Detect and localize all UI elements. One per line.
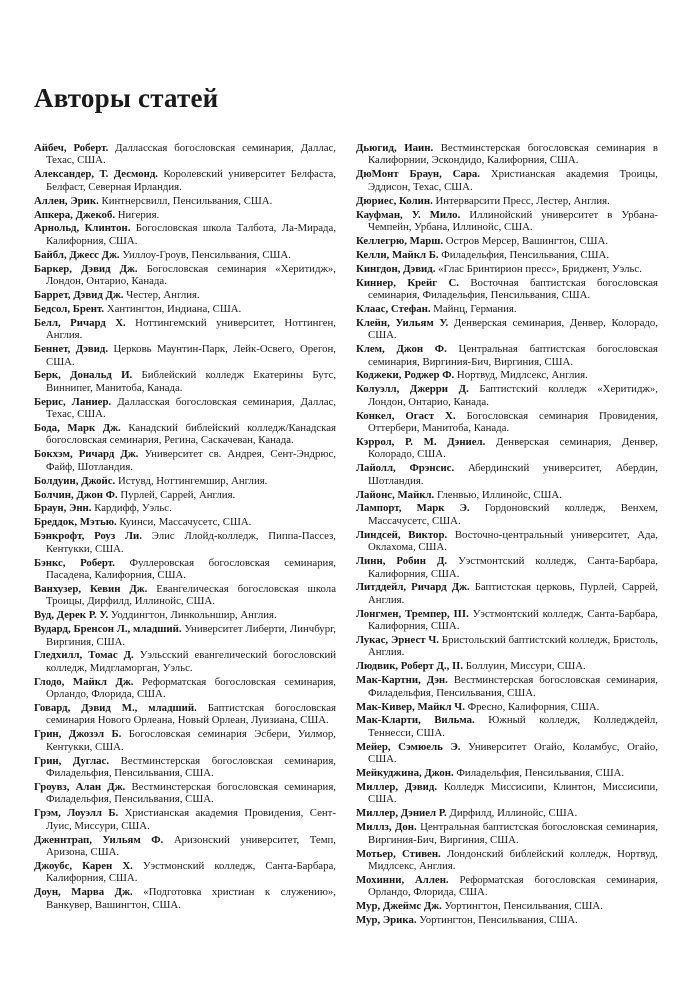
author-name: Келли, Майкл Б.: [356, 248, 439, 261]
author-name: Айбеч, Роберт.: [34, 142, 109, 154]
author-entry: [356, 142, 658, 167]
author-entry: [34, 649, 336, 674]
author-entry: [356, 701, 658, 713]
author-affiliation: Восточная баптистская богословская семинария, Филадельфия, Пенсильвания, США.: [368, 276, 658, 301]
author-affiliation: Элис Ллойд-колледж, Пиппа-Пассез, Кентукки, США.: [46, 530, 337, 555]
author-entry: [34, 557, 336, 582]
author-entry: [34, 530, 336, 555]
author-affiliation: Бристольский баптистский колледж, Бристоль, Англия.: [368, 634, 659, 659]
author-name: Джоубс, Карен Х.: [34, 859, 133, 872]
author-name: Миллз, Дон.: [356, 821, 417, 834]
author-affiliation: Нортвуд, Мидлсекс, Англия.: [456, 369, 588, 382]
author-name: Мур, Джеймс Дж.: [356, 900, 442, 913]
author-name: Бода, Марк Дж.: [34, 422, 121, 435]
author-entry: [34, 728, 336, 753]
author-name: Аллен, Эрик.: [34, 194, 99, 207]
author-name: Миллер, Дэниел Р.: [356, 807, 447, 820]
author-affiliation: Университет Либерти, Линчбург, Виргиния, США.: [46, 623, 336, 648]
author-affiliation: Боллуин, Миссури, США.: [465, 660, 586, 673]
author-name: Дженнтрап, Уильям Ф.: [34, 833, 164, 846]
author-affiliation: Университет св. Андрея, Сент-Эндрюс, Файф, Шотландия.: [46, 448, 336, 473]
author-entry: [356, 900, 658, 912]
author-name: Беннет, Дэвид.: [34, 343, 109, 356]
author-name: Бокхэм, Ричард Дж.: [34, 448, 139, 461]
author-affiliation: Иллинойский университет в Урбана-Чемпейн, Урбана, Иллинойс, США.: [368, 208, 659, 233]
author-affiliation: Филадельфия, Пенсильвания, США.: [441, 248, 610, 261]
author-entry: [356, 209, 658, 234]
author-name: Линдсей, Виктор.: [356, 528, 448, 541]
author-affiliation: Уэстмонтский колледж, Санта-Барбара, Калифорния, США.: [368, 555, 659, 580]
author-affiliation: Вестминстерская богословская семинария, Филадельфия, Пенсильвания, США.: [46, 781, 336, 806]
author-name: Гледхилл, Томас Д.: [34, 649, 134, 662]
author-affiliation: Гордоновский колледж, Венхем, Массачусетс, США.: [368, 502, 658, 527]
author-entry: [356, 235, 658, 247]
author-affiliation: Уиллоу-Гроув, Пенсильвания, США.: [122, 248, 291, 261]
author-entry: [356, 608, 658, 633]
author-entry: [356, 741, 658, 766]
author-name: Линн, Робин Д.: [356, 555, 448, 568]
author-entry: [34, 489, 336, 501]
author-entry: [34, 289, 336, 301]
author-entry: [34, 807, 336, 832]
author-name: Ванхузер, Кевин Дж.: [34, 582, 148, 595]
author-affiliation: Кинтнерсвилл, Пенсильвания, США.: [101, 194, 273, 207]
author-entry: [356, 874, 658, 899]
author-affiliation: Богословская семинария Провидения, Оттербери, Манитоба, Канада.: [368, 409, 658, 435]
author-affiliation: Восточно-центральный университет, Ада, Оклахома, США.: [368, 528, 658, 554]
author-entry: [356, 821, 658, 846]
author-entry: [34, 583, 336, 608]
author-affiliation: Истувд, Ноттингемшир, Англия.: [117, 474, 268, 487]
author-affiliation: Канадский библейский колледж/Канадская богословская семинария, Регина, Саскачеван, Канада.: [46, 422, 336, 447]
author-name: Грэм, Лоуэлл Б.: [34, 807, 119, 820]
author-entry: [34, 448, 336, 473]
author-affiliation: Лондонский библейский колледж, Нортвуд, Мидлсекс, Англия.: [368, 847, 658, 872]
author-name: ДюМонт Браун, Сара.: [356, 168, 480, 181]
author-entry: [34, 475, 336, 487]
author-name: Колуэлл, Джерри Д.: [356, 383, 469, 396]
author-name: Гроувз, Алан Дж.: [34, 781, 126, 793]
author-name: Мак-Кларти, Вильма.: [356, 714, 475, 727]
author-entry: [34, 317, 336, 342]
author-name: Лукас, Эрнест Ч.: [356, 634, 440, 647]
author-affiliation: Уэстмонский колледж, Санта-Барбара, Калифорния, США.: [46, 859, 336, 885]
author-entry: [34, 209, 336, 221]
author-name: Келлегрю, Марш.: [356, 234, 444, 247]
author-entry: [356, 807, 658, 819]
author-affiliation: «Подготовка христиан к служению», Ванкувер, Вашингтон, США.: [46, 886, 336, 911]
author-entry: [356, 502, 658, 527]
author-entry: [34, 343, 336, 368]
author-name: Киннер, Крейг С.: [356, 276, 459, 289]
author-name: Берис, Ланиер.: [34, 395, 112, 408]
author-affiliation: Абердинский университет, Абердин, Шотландия.: [368, 462, 659, 487]
author-entry: [356, 714, 658, 739]
author-affiliation: Нигерия.: [117, 208, 160, 221]
author-affiliation: Вестминстерская богословская семинария, Филадельфия, Пенсильвания, США.: [46, 754, 336, 780]
author-entry: [356, 383, 658, 408]
author-affiliation: Пурлей, Саррей, Англия.: [120, 488, 236, 501]
author-entry: [356, 781, 658, 806]
author-entry: [356, 489, 658, 501]
author-name: Апкера, Джекоб.: [34, 208, 116, 221]
author-entry: [34, 860, 336, 885]
author-affiliation: Университет Огайо, Коламбус, Огайо, США.: [368, 740, 658, 766]
author-entry: [356, 195, 658, 207]
author-entry: [34, 422, 336, 447]
author-name: Мейкуджина, Джон.: [356, 767, 454, 780]
author-affiliation: Остров Мерсер, Вашингтон, США.: [445, 234, 609, 247]
author-affiliation: Далласская богословская семинария, Даллас, Техас, США.: [46, 142, 337, 167]
author-name: Арнольд, Клинтон.: [34, 222, 131, 235]
author-affiliation: Денверская семинария, Денвер, Колорадо, США.: [368, 316, 658, 342]
author-name: Бэнкс, Роберт.: [34, 556, 115, 569]
author-affiliation: Уэстмонтский колледж, Санта-Барбара, Калифорния, США.: [368, 607, 658, 633]
author-affiliation: Вестминстерская богословская семинария в Калифорнии, Эскондидо, Калифорния, США.: [368, 142, 658, 167]
author-name: Мейер, Сэмюель Э.: [356, 740, 461, 753]
author-affiliation: Кардифф, Уэльс.: [94, 502, 172, 515]
author-entry: [356, 914, 658, 926]
author-affiliation: Интерварсити Пресс, Лестер, Англия.: [435, 194, 610, 207]
author-entry: [356, 555, 658, 580]
author-entry: [356, 674, 658, 699]
author-entry: [34, 195, 336, 207]
author-affiliation: Майнц, Германия.: [433, 302, 517, 315]
author-name: Вудард, Бренсон Л., младший.: [34, 623, 182, 636]
author-name: Коджеки, Роджер Ф.: [356, 369, 455, 382]
author-affiliation: Королевский университет Белфаста, Белфаст, Северная Ирландия.: [46, 168, 336, 193]
author-affiliation: Южный колледж, Колледждейл, Теннесси, США.: [368, 714, 658, 739]
author-entry: [34, 702, 336, 727]
author-name: Берк, Дональд И.: [34, 369, 133, 382]
author-name: Говард, Дэвид М., младший.: [34, 702, 197, 715]
author-entry: [34, 303, 336, 315]
page-title: Авторы статей: [34, 83, 219, 113]
author-name: Грин, Джозэл Б.: [34, 728, 122, 741]
author-affiliation: Колледж Миссисипи, Клинтон, Миссисипи, США.: [368, 781, 659, 806]
author-entry: [34, 609, 336, 621]
author-affiliation: Христианская академия Троицы, Эддисон, Техас, США.: [368, 168, 658, 193]
author-affiliation: Реформатская богословская семинария, Орландо, Флорида, США.: [368, 873, 659, 899]
author-entry: [356, 462, 658, 487]
authors-column-left: [34, 142, 336, 913]
author-name: Клаас, Стефан.: [356, 302, 431, 315]
author-affiliation: Уортингтон, Пенсильвания, США.: [444, 900, 603, 913]
author-entry: [34, 834, 336, 859]
author-name: Людвик, Роберт Д., II.: [356, 660, 464, 673]
author-affiliation: Евангелическая богословская школа Троицы, Дирфилд, Иллинойс, США.: [46, 582, 336, 608]
author-entry: [34, 249, 336, 261]
author-name: Клем, Джон Ф.: [356, 343, 447, 356]
author-name: Доун, Марва Дж.: [34, 886, 133, 899]
author-affiliation: Ноттингемский университет, Ноттинген, Англия.: [46, 316, 336, 342]
author-entry: [356, 369, 658, 381]
author-name: Вуд, Дерек Р. У.: [34, 609, 109, 622]
author-name: Бедсол, Брент.: [34, 302, 105, 315]
author-affiliation: Гленвью, Иллинойс, США.: [436, 488, 562, 501]
author-affiliation: Честер, Англия.: [126, 288, 200, 301]
author-name: Лайонс, Майкл.: [356, 488, 435, 501]
author-affiliation: Далласская богословская семинария, Даллас, Техас, США.: [46, 395, 336, 421]
author-name: Мур, Эрика.: [356, 914, 417, 927]
author-name: Миллер, Дэвид.: [356, 781, 438, 793]
author-entry: [356, 581, 658, 606]
author-affiliation: Христианская академия Провидения, Сент-Луис, Миссури, США.: [46, 807, 336, 832]
author-entry: [34, 369, 336, 394]
author-affiliation: Фуллеровская богословская семинария, Пасадена, Калифорния, США.: [46, 556, 336, 581]
author-name: Болдуин, Джойс.: [34, 474, 116, 487]
author-affiliation: Уоддингтон, Линкольншир, Англия.: [110, 609, 277, 622]
author-entry: [356, 529, 658, 554]
author-name: Баррет, Дэвид Дж.: [34, 288, 124, 301]
author-affiliation: Аризонский университет, Темп, Аризона, США.: [46, 833, 337, 859]
author-entry: [34, 886, 336, 911]
author-affiliation: Реформатская богословская семинария, Орландо, Флорида, США.: [46, 675, 336, 701]
author-affiliation: Церковь Маунтин-Парк, Лейк-Освего, Орегон, США.: [46, 343, 336, 368]
author-name: Лампорт, Марк Э.: [356, 502, 470, 515]
author-name: Болчин, Джон Ф.: [34, 488, 118, 501]
author-entry: [356, 263, 658, 275]
author-name: Лайолл, Фрэнсис.: [356, 462, 455, 475]
author-name: Кингдон, Дэвид.: [356, 262, 436, 275]
author-affiliation: Вестминстерская богословская семинария, Филадельфия, Пенсильвания, США.: [368, 674, 658, 699]
author-affiliation: Фресно, Калифорния, США.: [467, 700, 600, 713]
author-entry: [356, 249, 658, 261]
author-name: Баркер, Дэвид Дж.: [34, 262, 138, 275]
author-name: Грин, Дуглас.: [34, 754, 110, 767]
author-affiliation: Библейский колледж Екатерины Бутс, Виннипег, Манитоба, Канада.: [46, 369, 337, 394]
author-entry: [34, 755, 336, 780]
author-entry: [356, 660, 658, 672]
author-name: Кэррол, Р. М. Дэниел.: [356, 435, 486, 448]
author-entry: [34, 222, 336, 247]
author-name: Бэнкрофт, Роуз Ли.: [34, 530, 142, 543]
author-affiliation: Баптистский колледж «Херитидж», Лондон, Онтарио, Канада.: [368, 383, 658, 408]
author-affiliation: Богословская семинария «Херитидж», Лондон, Онтарио, Канада.: [46, 262, 337, 288]
author-entry: [356, 848, 658, 873]
author-name: Браун, Энн.: [34, 502, 92, 515]
author-entry: [356, 303, 658, 315]
author-entry: [356, 317, 658, 342]
author-name: Глодо, Майкл Дж.: [34, 675, 134, 688]
author-affiliation: Уортингтон, Пенсильвания, США.: [419, 914, 578, 927]
author-name: Литддейл, Ричард Дж.: [356, 581, 470, 594]
author-affiliation: Уэльсский евангелический богословский колледж, Мидгламорган, Уэльс.: [46, 649, 336, 674]
author-name: Дьюгид, Иаин.: [356, 142, 434, 154]
author-entry: [356, 436, 658, 461]
author-name: Белл, Ричард Х.: [34, 316, 126, 329]
author-entry: [356, 343, 658, 368]
author-name: Александер, Т. Десмонд.: [34, 168, 158, 181]
author-entry: [356, 634, 658, 659]
author-affiliation: Богословская семинария Эсбери, Уилмор, Кентукки, США.: [46, 728, 336, 753]
author-entry: [34, 623, 336, 648]
author-entry: [356, 767, 658, 779]
author-name: Дюриес, Колин.: [356, 194, 433, 207]
author-name: Клейн, Уильям У.: [356, 316, 449, 329]
author-entry: [34, 263, 336, 288]
author-entry: [356, 168, 658, 193]
authors-column-right: [356, 142, 658, 928]
author-affiliation: Баптистская богословская семинария Нового Орлеана, Новый Орлеан, Луизиана, США.: [46, 702, 337, 727]
author-affiliation: Денверская семинария, Денвер, Колорадо, США.: [368, 435, 659, 461]
author-affiliation: Богословская школа Талбота, Ла-Мирада, Калифорния, США.: [46, 222, 337, 247]
author-affiliation: «Глас Бринтирион пресс», Бриджент, Уэльс.: [438, 262, 642, 275]
author-entry: [34, 396, 336, 421]
author-name: Мохинни, Аллен.: [356, 873, 449, 886]
author-entry: [34, 676, 336, 701]
author-name: Мак-Кивер, Майкл Ч.: [356, 700, 465, 713]
author-name: Конкел, Огаст Х.: [356, 409, 456, 422]
author-entry: [34, 781, 336, 806]
author-entry: [356, 410, 658, 435]
author-affiliation: Филадельфия, Пенсильвания, США.: [456, 767, 625, 780]
author-entry: [34, 142, 336, 167]
author-name: Лонгмен, Тремпер, III.: [356, 607, 469, 620]
author-entry: [34, 502, 336, 514]
author-name: Мотьер, Стивен.: [356, 847, 441, 860]
author-affiliation: Куинси, Массачусетс, США.: [119, 516, 252, 529]
author-entry: [34, 516, 336, 528]
author-entry: [34, 168, 336, 193]
author-name: Мак-Картни, Дэн.: [356, 674, 448, 687]
author-affiliation: Центральная баптистская богословская семинария, Виргиния-Бич, Виргиния, США.: [368, 343, 658, 368]
author-name: Байбл, Джесс Дж.: [34, 248, 120, 261]
author-entry: [356, 277, 658, 302]
author-name: Кауфман, У. Мило.: [356, 208, 461, 221]
author-affiliation: Дирфилд, Иллинойс, США.: [449, 807, 578, 820]
author-affiliation: Баптистская церковь, Пурлей, Саррей, Англия.: [368, 581, 659, 606]
author-affiliation: Центральная баптистская богословская семинария, Виргиния-Бич, Виргиния, США.: [368, 821, 658, 846]
author-affiliation: Хантингтон, Индиана, США.: [106, 302, 242, 315]
author-name: Бреддок, Мэтью.: [34, 516, 117, 529]
